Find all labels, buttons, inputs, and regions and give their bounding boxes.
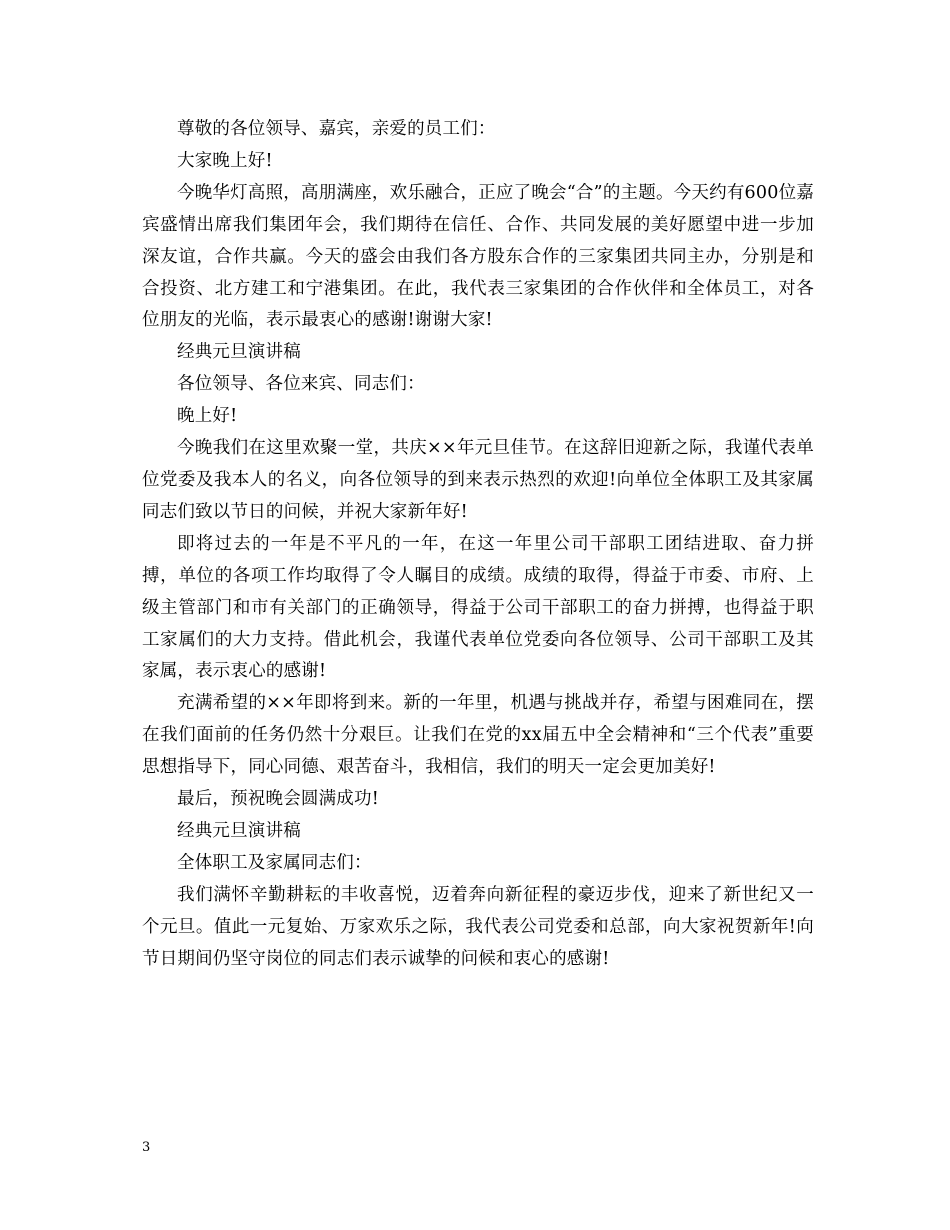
- greeting-line: 各位领导、各位来宾、同志们：: [177, 374, 425, 395]
- section-heading: 经典元旦演讲稿: [177, 820, 301, 841]
- page-number: 3: [142, 1140, 151, 1155]
- paragraph-opening: 今晚华灯高照，高朋满座，欢乐融合，正应了晚会“合”的主题。今天约有600位嘉宾盛情出席我们集团年会，我们期待在信任、合作、共同发展的美好愿望中进一步加深友谊，合作共赢。今天的盛会由我们各方股东合作的三家集团共同主办，分别是和合投资、北方建工和宁港集团。在此，我代表三家集团的合作伙伴和全体员工，对各位朋友的光临，表示最衷心的感谢!谢谢大家!: [142, 182, 814, 331]
- greeting-evening: 晚上好!: [177, 406, 238, 427]
- paragraph-review: 即将过去的一年是不平凡的一年，在这一年里公司干部职工团结进取、奋力拼搏，单位的各项工作均取得了令人瞩目的成绩。成绩的取得，得益于市委、市府、上级主管部门和市有关部门的正确领导，得益于公司干部职工的奋力拼搏，也得益于职工家属们的大力支持。借此机会，我谨代表单位党委向各位领导、公司干部职工及其家属，表示衷心的感谢!: [142, 533, 814, 682]
- paragraph-new-year: 我们满怀辛勤耕耘的丰收喜悦，迈着奔向新征程的豪迈步伐，迎来了新世纪又一个元旦。值此一元复始、万家欢乐之际，我代表公司党委和总部，向大家祝贺新年!向节日期间仍坚守岗位的同志们表示诚挚的问候和衷心的感谢!: [142, 884, 814, 969]
- greeting-line: 全体职工及家属同志们：: [177, 852, 372, 873]
- section-heading: 经典元旦演讲稿: [177, 342, 301, 363]
- document-body: [142, 114, 814, 975]
- paragraph-closing: 最后，预祝晚会圆满成功!: [177, 789, 379, 810]
- greeting-evening: 大家晚上好!: [177, 150, 273, 171]
- greeting-line: 尊敬的各位领导、嘉宾，亲爱的员工们：: [177, 119, 496, 139]
- paragraph-outlook: 充满希望的××年即将到来。新的一年里，机遇与挑战并存，希望与困难同在，摆在我们面前的任务仍然十分艰巨。让我们在党的xx届五中全会精神和“三个代表”重要思想指导下，同心同德、艰苦奋斗，我相信，我们的明天一定会更加美好!: [142, 693, 814, 778]
- paragraph-welcome: 今晚我们在这里欢聚一堂，共庆××年元旦佳节。在这辞旧迎新之际，我谨代表单位党委及我本人的名义，向各位领导的到来表示热烈的欢迎!向单位全体职工及其家属同志们致以节日的问候，并祝大家新年好!: [142, 438, 814, 522]
